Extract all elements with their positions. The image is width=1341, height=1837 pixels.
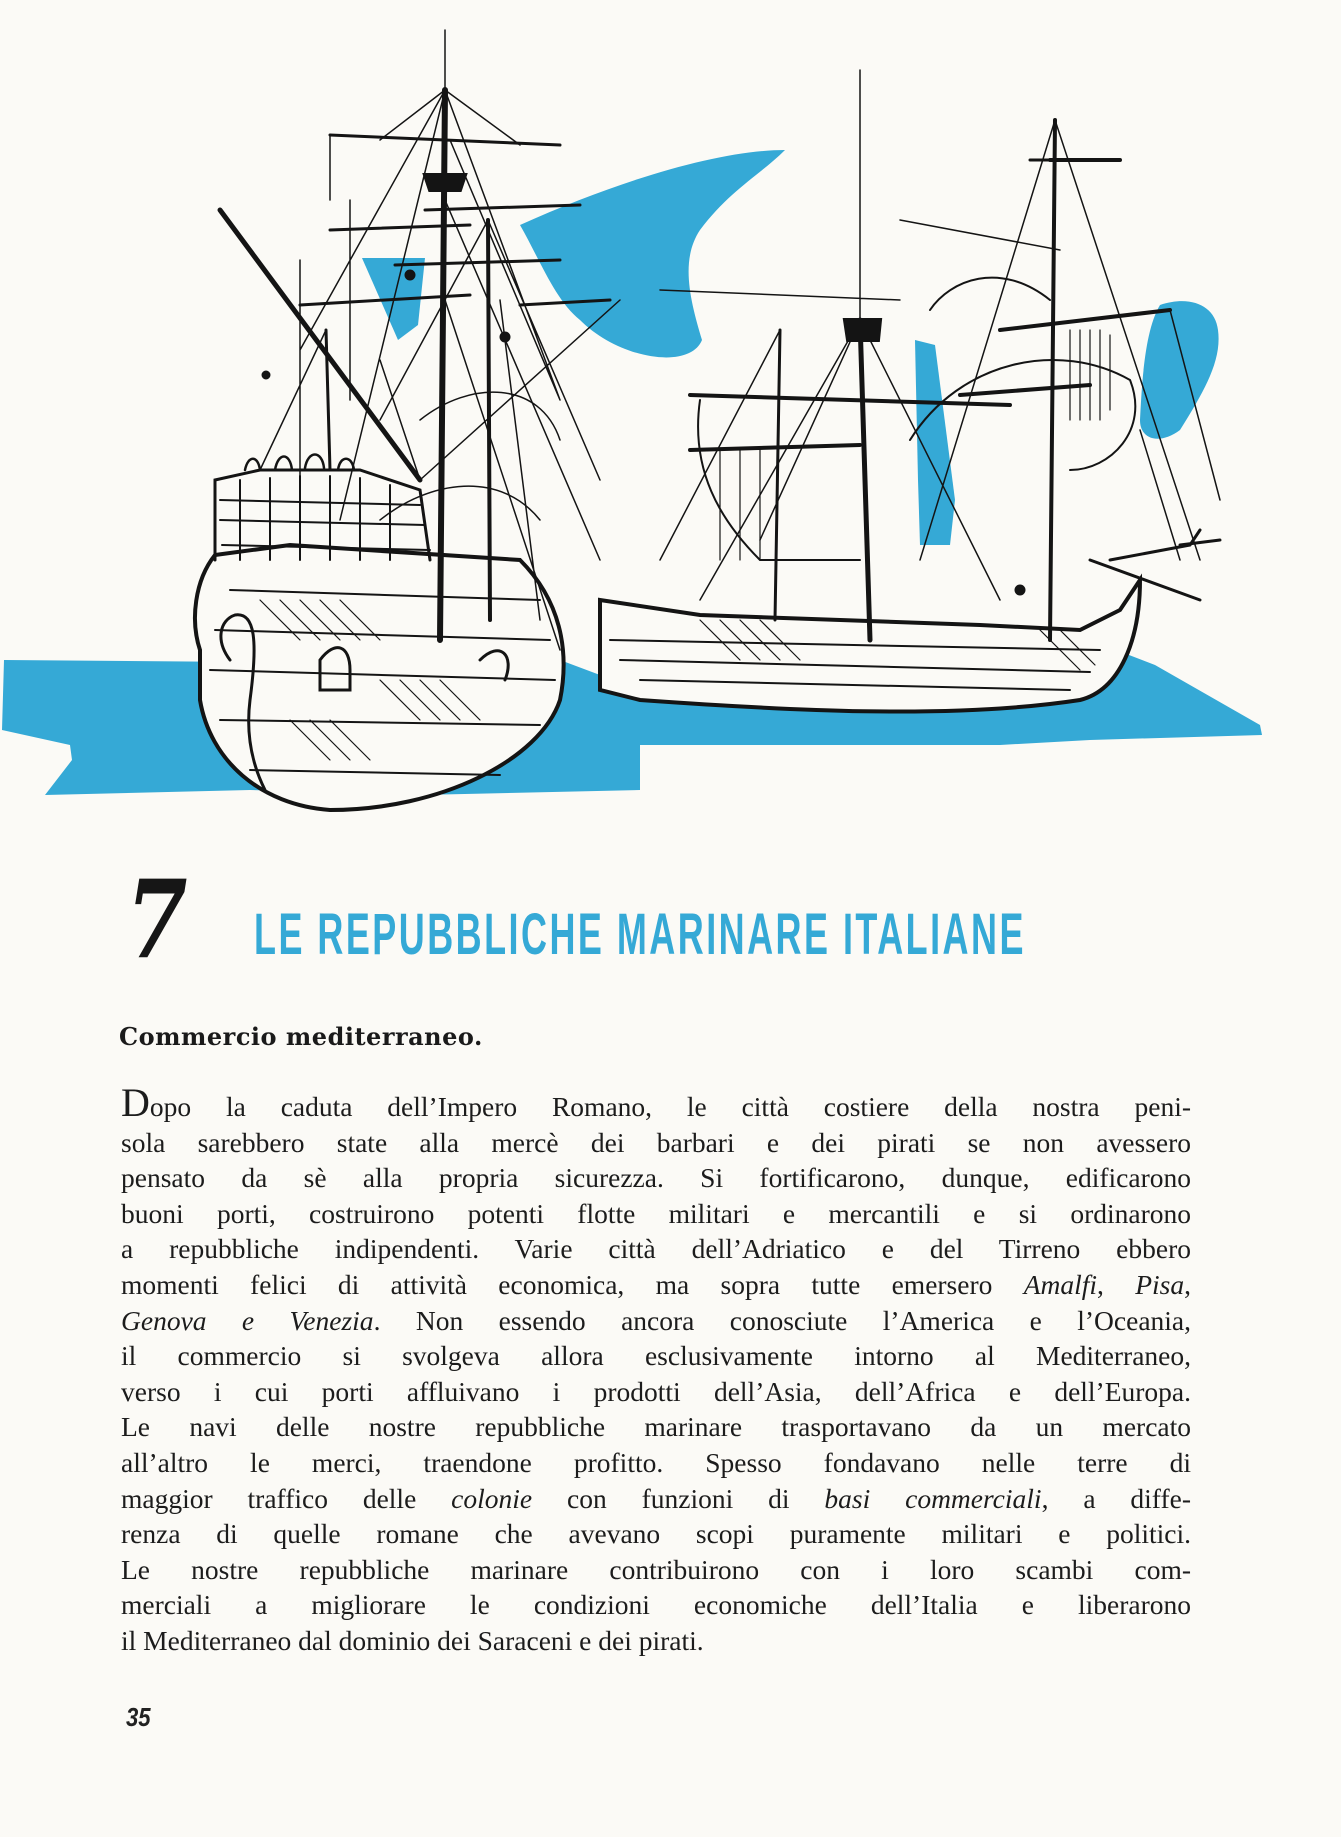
text-line bbox=[121, 1445, 1191, 1481]
text-segment: con funzioni di bbox=[532, 1482, 825, 1514]
text-line bbox=[121, 1196, 1191, 1232]
text-segment: il Mediterraneo dal dominio dei Saraceni e dei pirati. bbox=[121, 1624, 704, 1656]
text-line bbox=[121, 1303, 1191, 1339]
text-segment: pensato da sè alla propria sicurezza. Si fortificarono, dunque, edificarono bbox=[121, 1162, 1191, 1194]
text-segment: all’altro le merci, traendone profitto. Spesso fondavano nelle terre di bbox=[121, 1446, 1191, 1478]
text-line bbox=[121, 1516, 1191, 1552]
text-line bbox=[121, 1231, 1191, 1267]
text-segment: Le nostre repubbliche marinare contribuirono con i loro scambi com- bbox=[121, 1553, 1191, 1585]
drop-cap: D bbox=[121, 1080, 150, 1125]
ships-illustration bbox=[0, 0, 1341, 830]
text-segment: . Non essendo ancora conosciute l’America e l’Oceania, bbox=[373, 1304, 1192, 1336]
chapter-header bbox=[126, 857, 1226, 992]
text-line bbox=[121, 1587, 1191, 1623]
text-segment: Le navi delle nostre repubbliche marinare trasportavano da un mercato bbox=[121, 1411, 1191, 1443]
italic-term: colonie bbox=[451, 1482, 533, 1514]
text-segment: , bbox=[1097, 1268, 1136, 1300]
italic-term: Pisa bbox=[1135, 1268, 1185, 1300]
text-line bbox=[121, 1374, 1191, 1410]
italic-term: Amalfi bbox=[1023, 1268, 1098, 1300]
text-segment: a repubbliche indipendenti. Varie città dell’Adriatico e del Tirreno ebbero bbox=[121, 1233, 1191, 1265]
text-line bbox=[121, 1409, 1191, 1445]
text-segment: renza di quelle romane che avevano scopi puramente militari e politici. bbox=[121, 1518, 1191, 1550]
chapter-title: LE REPUBBLICHE MARINARE ITALIANE bbox=[254, 902, 1026, 967]
body-paragraph bbox=[121, 1080, 1192, 1659]
page-number: 35 bbox=[126, 1702, 151, 1732]
text-line bbox=[121, 1267, 1191, 1303]
text-segment: buoni porti, costruirono potenti flotte militari e mercantili e si ordinarono bbox=[121, 1197, 1191, 1229]
text-line bbox=[121, 1080, 1191, 1125]
section-heading: Commercio mediterraneo. bbox=[119, 1022, 483, 1051]
text-segment: verso i cui porti affluivano i prodotti dell’Asia, dell’Africa e dell’Europa. bbox=[121, 1375, 1191, 1407]
left-galleon-drawing bbox=[195, 30, 620, 810]
text-line bbox=[121, 1552, 1191, 1588]
text-segment: sola sarebbero state alla mercè dei barbari e dei pirati se non avessero bbox=[121, 1126, 1191, 1158]
chapter-number: 7 bbox=[126, 857, 188, 983]
text-segment: maggior traffico delle bbox=[121, 1482, 452, 1514]
italic-term: Genova e Venezia bbox=[121, 1304, 374, 1336]
text-segment: , bbox=[1184, 1268, 1191, 1300]
text-line bbox=[121, 1338, 1191, 1374]
text-segment: opo la caduta dell’Impero Romano, le città costiere della nostra peni- bbox=[149, 1091, 1191, 1122]
text-segment: il commercio si svolgeva allora esclusivamente intorno al Mediterraneo, bbox=[121, 1340, 1191, 1372]
text-segment: , a diffe- bbox=[1041, 1482, 1191, 1514]
italic-term: basi commerciali bbox=[824, 1482, 1042, 1514]
text-line bbox=[121, 1623, 1191, 1659]
sky-sail-shape bbox=[520, 150, 785, 357]
text-line bbox=[121, 1481, 1191, 1517]
text-segment: momenti felici di attività economica, ma sopra tutte emersero bbox=[121, 1268, 1024, 1300]
text-line bbox=[121, 1160, 1191, 1196]
text-segment: merciali a migliorare le condizioni economiche dell’Italia e liberarono bbox=[121, 1589, 1191, 1621]
text-line bbox=[121, 1125, 1191, 1161]
sky-blob-right bbox=[1140, 301, 1219, 439]
